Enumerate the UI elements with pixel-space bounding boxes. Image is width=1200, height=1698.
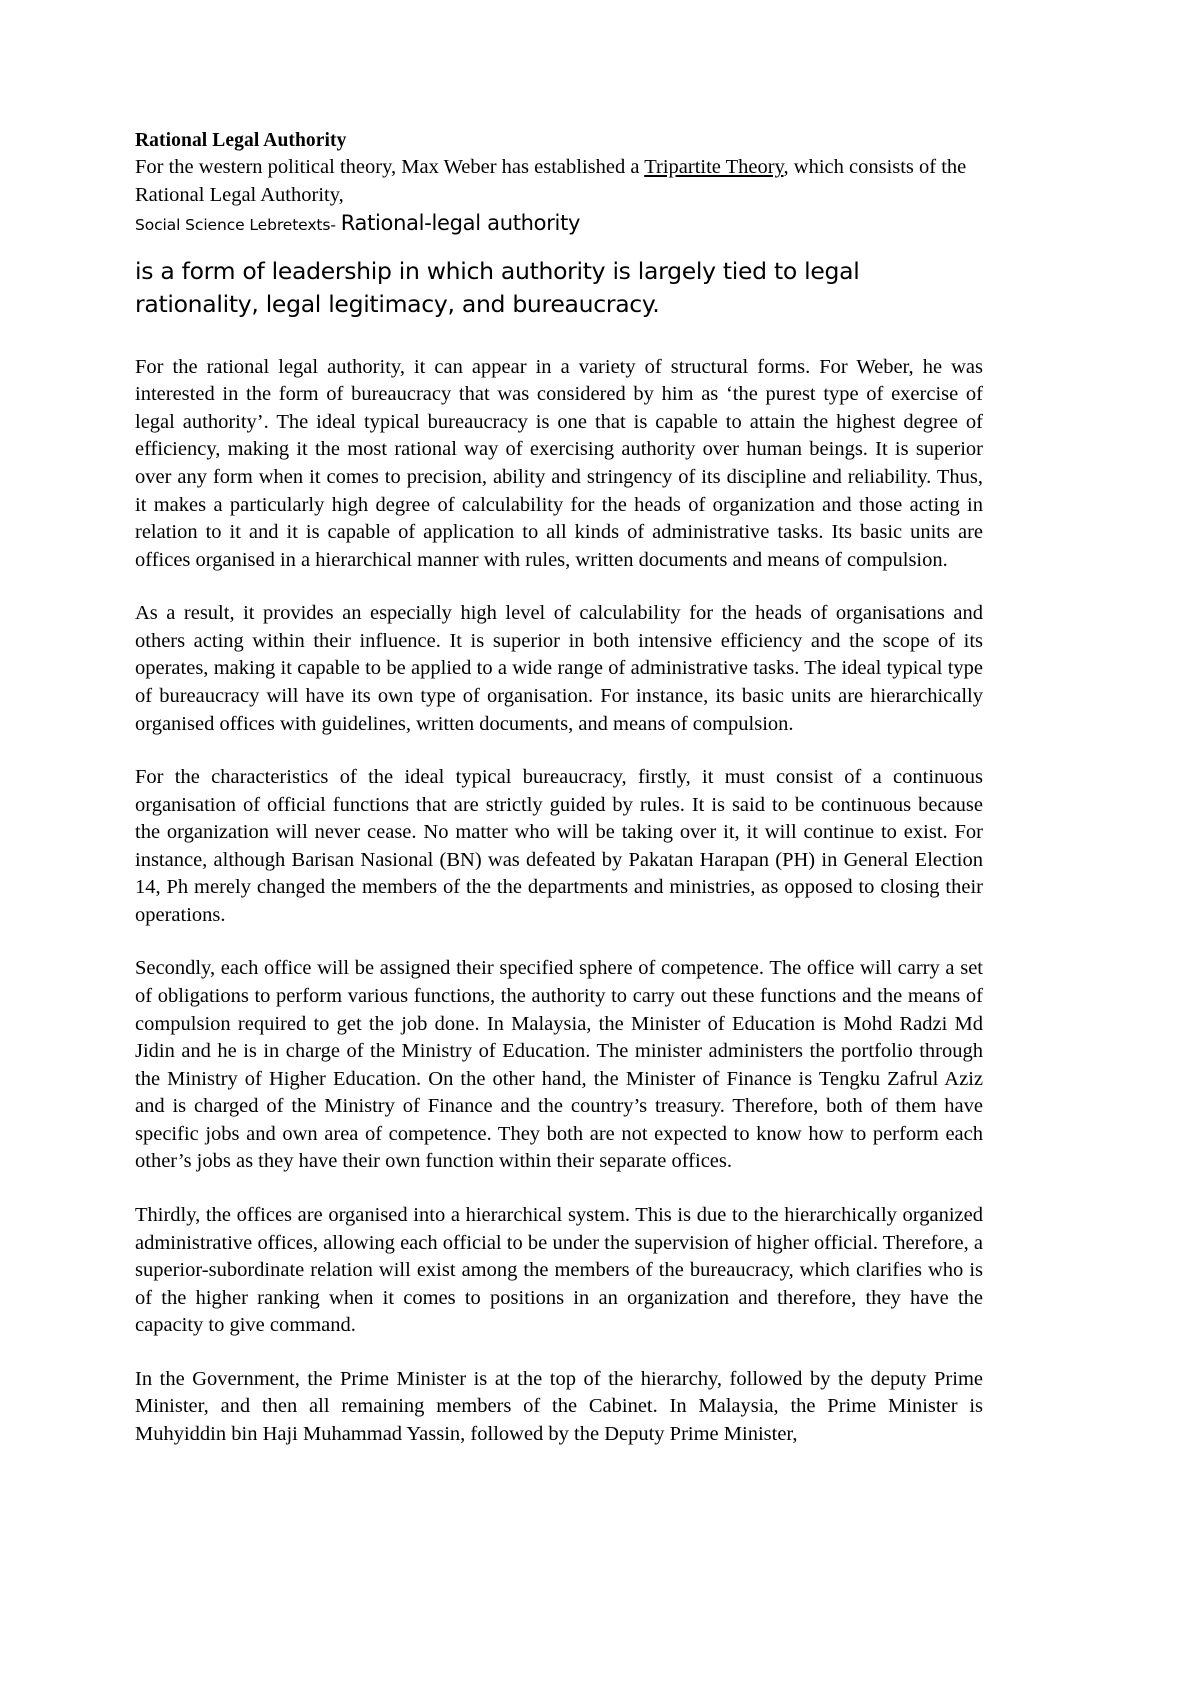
- intro-text-before-link: For the western political theory, Max Weber has established a: [135, 156, 645, 179]
- spacer: [135, 322, 983, 354]
- paragraph-3: For the characteristics of the ideal typical bureaucracy, firstly, it must consist of a continuous organisation of official functions that are strictly guided by rules. It is said to be continuous because the organization will never cease. No matter who will be taking over it, it will continue to exist. For instance, although Barisan Nasional (BN) was defeated by Pakatan Harapan (PH) in General Election 14, Ph merely changed the members of the the departments and ministries, as opposed to closing their operations.: [135, 766, 983, 926]
- tripartite-theory-link[interactable]: Tripartite Theory: [644, 156, 784, 179]
- source-line: [135, 209, 983, 239]
- source-label: Social Science Lebretexts-: [135, 216, 341, 235]
- paragraph-2: As a result, it provides an especially high level of calculability for the heads of organisations and others acting within their influence. It is superior in both intensive efficiency and the scope of its operates, making it capable to be applied to a wide range of administrative tasks. The ideal typical type of bureaucracy will have its own type of organisation. For instance, its basic units are hierarchically organised offices with guidelines, written documents, and means of compulsion.: [135, 602, 983, 735]
- intro-text-after-link: , which consists of the Rational Legal Authority,: [135, 156, 967, 206]
- page-title: Rational Legal Authority: [135, 130, 347, 151]
- source-heading: Rational-legal authority: [340, 211, 581, 236]
- paragraph-1: For the rational legal authority, it can appear in a variety of structural forms. For Weber, he was interested in the form of bureaucracy that was considered by him as ‘the purest type of exercise of legal authority’. The ideal typical bureaucracy is one that is capable to attain the highest degree of efficiency, making it the most rational way of exercising authority over human beings. It is superior over any form when it comes to precision, ability and stringency of its discipline and reliability. Thus, it makes a particularly high degree of calculability for the heads of organization and those acting in relation to it and it is capable of application to all kinds of administrative tasks. Its basic units are offices organised in a hierarchical manner with rules, written documents and means of compulsion.: [135, 355, 983, 571]
- intro-paragraph: [135, 154, 983, 209]
- definition-statement: is a form of leadership in which authority is largely tied to legal rationality, legal legitimacy, and bureaucracy.: [135, 257, 860, 319]
- paragraph-4: Secondly, each office will be assigned their specified sphere of competence. The office will carry a set of obligations to perform various functions, the authority to carry out these functions and the means of compulsion required to get the job done. In Malaysia, the Minister of Education is Mohd Radzi Md Jidin and he is in charge of the Ministry of Education. The minister administers the portfolio through the Ministry of Higher Education. On the other hand, the Minister of Finance is Tengku Zafrul Aziz and is charged of the Ministry of Finance and the country’s treasury. Therefore, both of them have specific jobs and own area of competence. They both are not expected to know how to perform each other’s jobs as they have their own function within their separate offices.: [135, 957, 983, 1173]
- paragraph-6: In the Government, the Prime Minister is at the top of the hierarchy, followed by the deputy Prime Minister, and then all remaining members of the Cabinet. In Malaysia, the Prime Minister is Muhyiddin bin Haji Muhammad Yassin, followed by the Deputy Prime Minister,: [135, 1367, 983, 1445]
- paragraph-5: Thirdly, the offices are organised into a hierarchical system. This is due to the hierarchically organized administrative offices, allowing each official to be under the supervision of higher official. Therefore, a superior-subordinate relation will exist among the members of the bureaucracy, which clarifies who is of the higher ranking when it comes to positions in an organization and therefore, they have the capacity to give command.: [135, 1203, 983, 1337]
- document-body: [135, 128, 983, 1448]
